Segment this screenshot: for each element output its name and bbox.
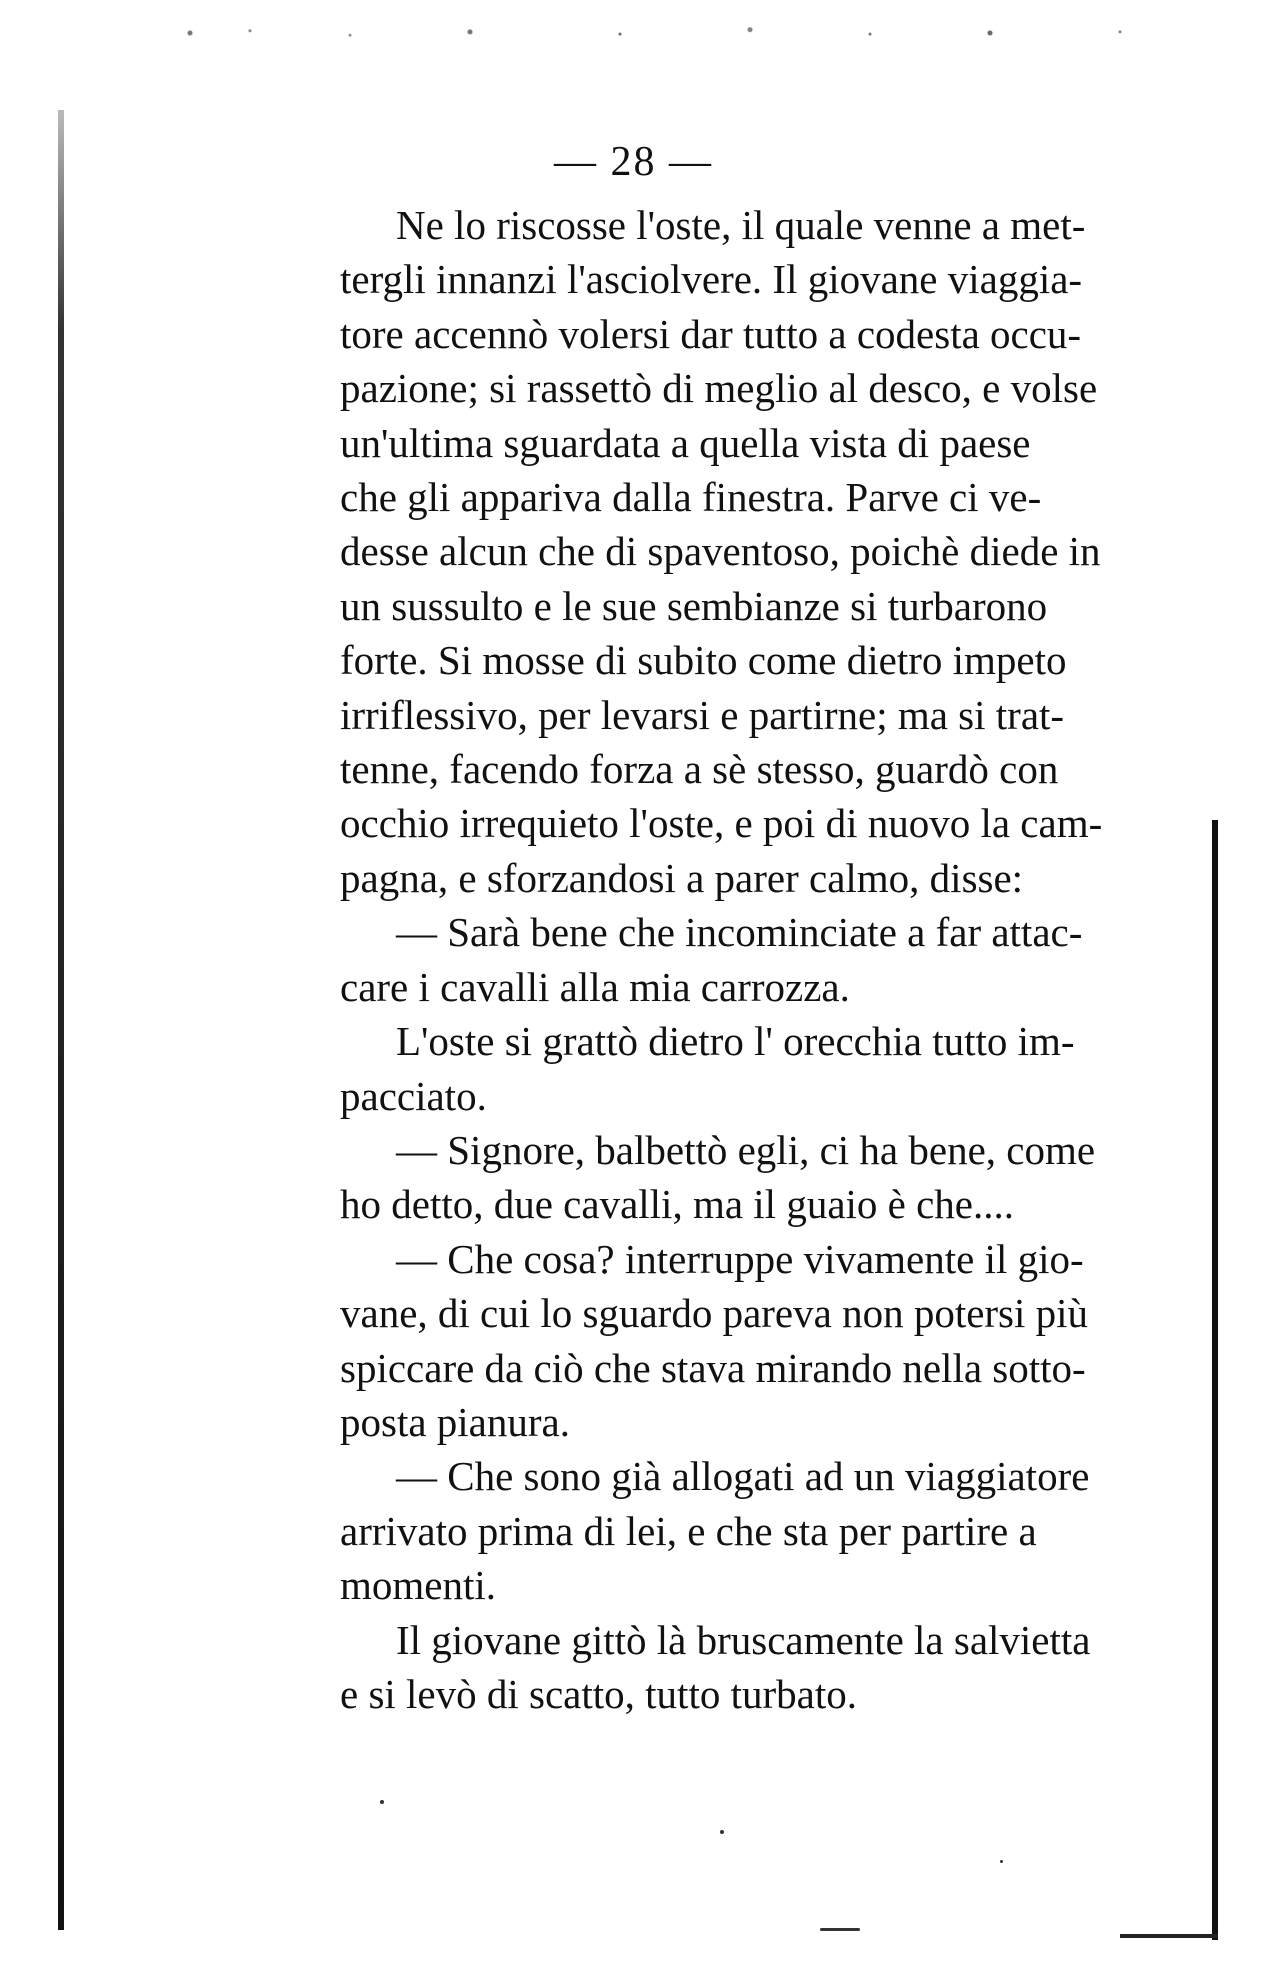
scan-speck (720, 1830, 724, 1834)
text-line: desse alcun che di spaventoso, poichè diede in (340, 528, 1101, 575)
text-line: pagna, e sforzandosi a parer calmo, disse: (340, 854, 1024, 901)
page-number: — 28 — (554, 139, 713, 185)
text-line: che gli appariva dalla finestra. Parve ci ve- (340, 474, 1042, 521)
body-text (340, 198, 1240, 1721)
text-line: Ne lo riscosse l'oste, il quale venne a met- (396, 202, 1086, 248)
text-line: posta pianura. (340, 1398, 570, 1445)
page-bottom-edge (1120, 1934, 1218, 1938)
text-line: vane, di cui lo sguardo pareva non potersi più (340, 1290, 1089, 1337)
text-line: ho detto, due cavalli, ma il guaio è che.... (340, 1181, 1014, 1228)
scan-speck (1000, 1860, 1003, 1863)
page-left-edge (58, 110, 64, 1930)
dialogue-line: — Signore, balbettò egli, ci ha bene, come (396, 1126, 1096, 1173)
dialogue-line: — Sarà bene che incominciate a far attac- (396, 909, 1083, 956)
text-line: irriflessivo, per levarsi e partirne; ma si trat- (340, 691, 1065, 738)
text-line: un sussulto e le sue sembianze si turbarono (340, 582, 1048, 629)
text-line: momenti. (340, 1562, 497, 1609)
scan-noise-top (170, 22, 1170, 44)
text-line: e si levò di scatto, tutto turbato. (340, 1670, 857, 1717)
text-line: spiccare da ciò che stava mirando nella sotto- (340, 1344, 1086, 1391)
text-line: Il giovane gittò là bruscamente la salvietta (396, 1616, 1091, 1663)
text-line: arrivato prima di lei, e che sta per partire a (340, 1507, 1037, 1554)
text-line: tore accennò volersi dar tutto a codesta occu- (340, 310, 1082, 357)
text-line: pazione; si rassettò di meglio al desco, e volse (340, 365, 1098, 412)
text-line: care i cavalli alla mia carrozza. (340, 963, 850, 1010)
scan-speck (380, 1800, 384, 1804)
text-line: L'oste si grattò dietro l' orecchia tutto im- (396, 1018, 1075, 1065)
text-line: pacciato. (340, 1072, 487, 1119)
text-line: un'ultima sguardata a quella vista di paese (340, 419, 1031, 466)
scan-speck (820, 1928, 860, 1931)
dialogue-line: — Che cosa? interruppe vivamente il gio- (396, 1235, 1084, 1282)
text-line: tenne, facendo forza a sè stesso, guardò con (340, 746, 1059, 793)
text-line: tergli innanzi l'asciolvere. Il giovane viaggia- (340, 256, 1083, 303)
text-line: forte. Si mosse di subito come dietro impeto (340, 637, 1067, 684)
dialogue-line: — Che sono già allogati ad un viaggiatore (396, 1453, 1090, 1500)
text-line: occhio irrequieto l'oste, e poi di nuovo la cam- (340, 800, 1103, 847)
